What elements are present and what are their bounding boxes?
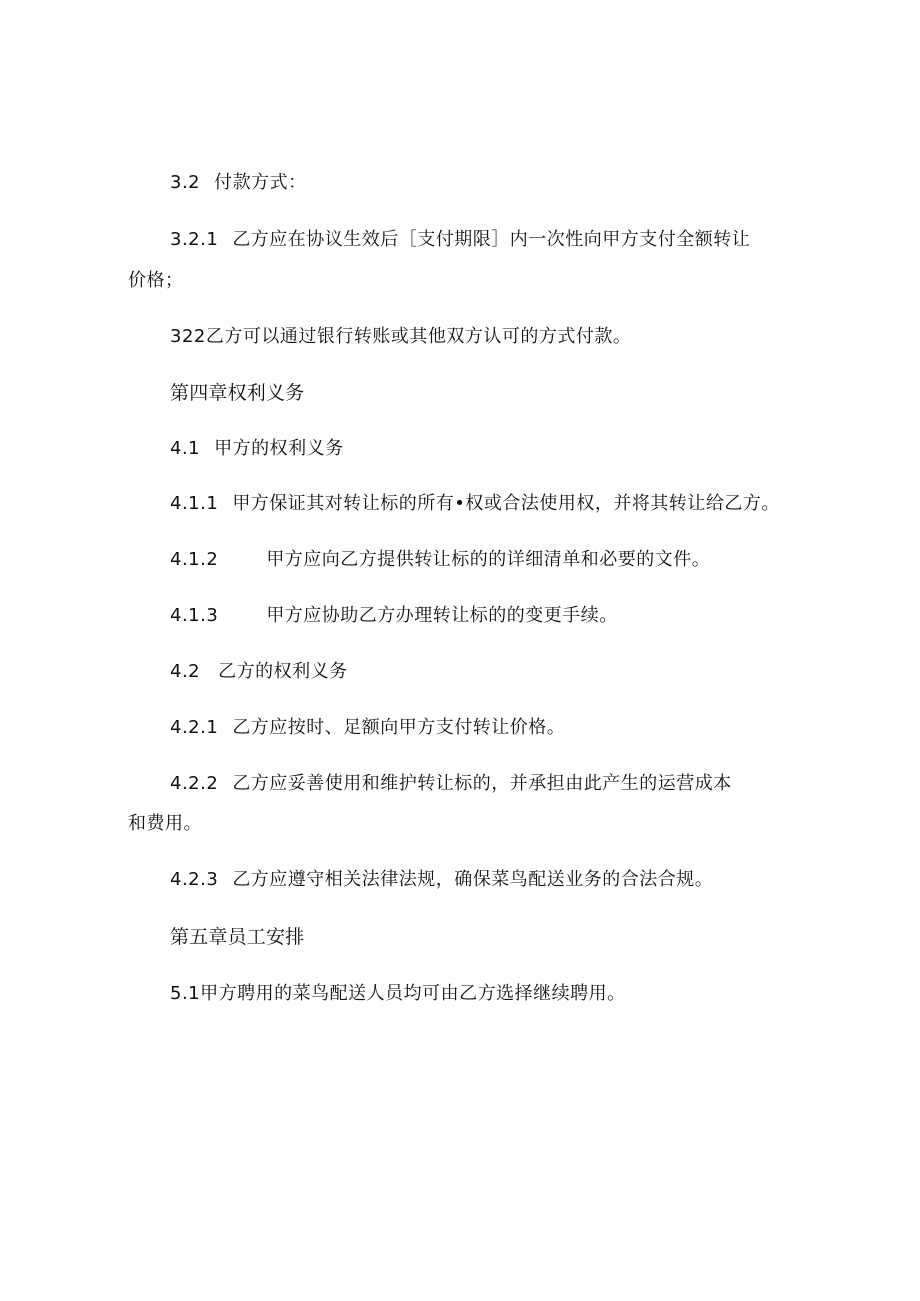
clause-number: 4.1.2 <box>170 549 219 570</box>
clause-text: 乙方的权利义务 <box>218 661 348 682</box>
clause-number: 4.1.3 <box>170 605 219 626</box>
clause-3-2 <box>170 171 307 195</box>
clause-text: 甲方应向乙方提供转让标的的详细清单和必要的文件。 <box>266 549 711 570</box>
clause-text: 322乙方可以通过银行转账或其他双方认可的方式付款。 <box>170 326 632 347</box>
clause-4-2 <box>170 660 348 684</box>
clause-4-1-2 <box>170 548 710 572</box>
clause-text: 甲方的权利义务 <box>214 438 344 459</box>
clause-4-1-1 <box>170 492 780 516</box>
clause-number: 4.2.3 <box>170 869 219 890</box>
clause-4-2-3 <box>170 868 713 892</box>
clause-number: 4.2.2 <box>170 773 219 794</box>
clause-number: 3.2.1 <box>170 229 219 250</box>
clause-number: 3.2 <box>170 172 201 193</box>
clause-text: 付款方式： <box>214 172 307 193</box>
clause-4-2-2 <box>170 772 732 796</box>
clause-3-2-2 <box>170 325 631 349</box>
clause-3-2-1-continuation <box>128 269 184 293</box>
clause-text: 乙方应妥善使用和维护转让标的，并承担由此产生的运营成本 <box>232 773 732 794</box>
clause-4-2-1 <box>170 716 565 740</box>
chapter-4-heading: 第四章权利义务 <box>170 382 305 404</box>
clause-number: 4.1 <box>170 438 201 459</box>
clause-3-2-1 <box>170 228 750 252</box>
clause-text: 乙方应在协议生效后［支付期限］内一次性向甲方支付全额转让 <box>232 229 751 250</box>
clause-4-1 <box>170 437 344 461</box>
clause-number: 4.2.1 <box>170 717 219 738</box>
clause-4-1-3 <box>170 604 618 628</box>
clause-text-continuation: 价格； <box>128 270 184 291</box>
clause-text: 甲方保证其对转让标的所有•权或合法使用权，并将其转让给乙方。 <box>232 493 780 514</box>
clause-number: 4.1.1 <box>170 493 219 514</box>
clause-5-1 <box>170 982 626 1006</box>
clause-4-2-2-continuation <box>128 812 202 836</box>
clause-text: 甲方应协助乙方办理转让标的的变更手续。 <box>266 605 618 626</box>
clause-text: 乙方应按时、足额向甲方支付转让价格。 <box>232 717 566 738</box>
clause-text: 5.1甲方聘用的菜鸟配送人员均可由乙方选择继续聘用。 <box>170 983 626 1004</box>
clause-text-continuation: 和费用。 <box>128 813 202 834</box>
chapter-5-heading: 第五章员工安排 <box>170 926 305 948</box>
clause-number: 4.2 <box>170 661 201 682</box>
clause-text: 乙方应遵守相关法律法规，确保菜鸟配送业务的合法合规。 <box>232 869 714 890</box>
